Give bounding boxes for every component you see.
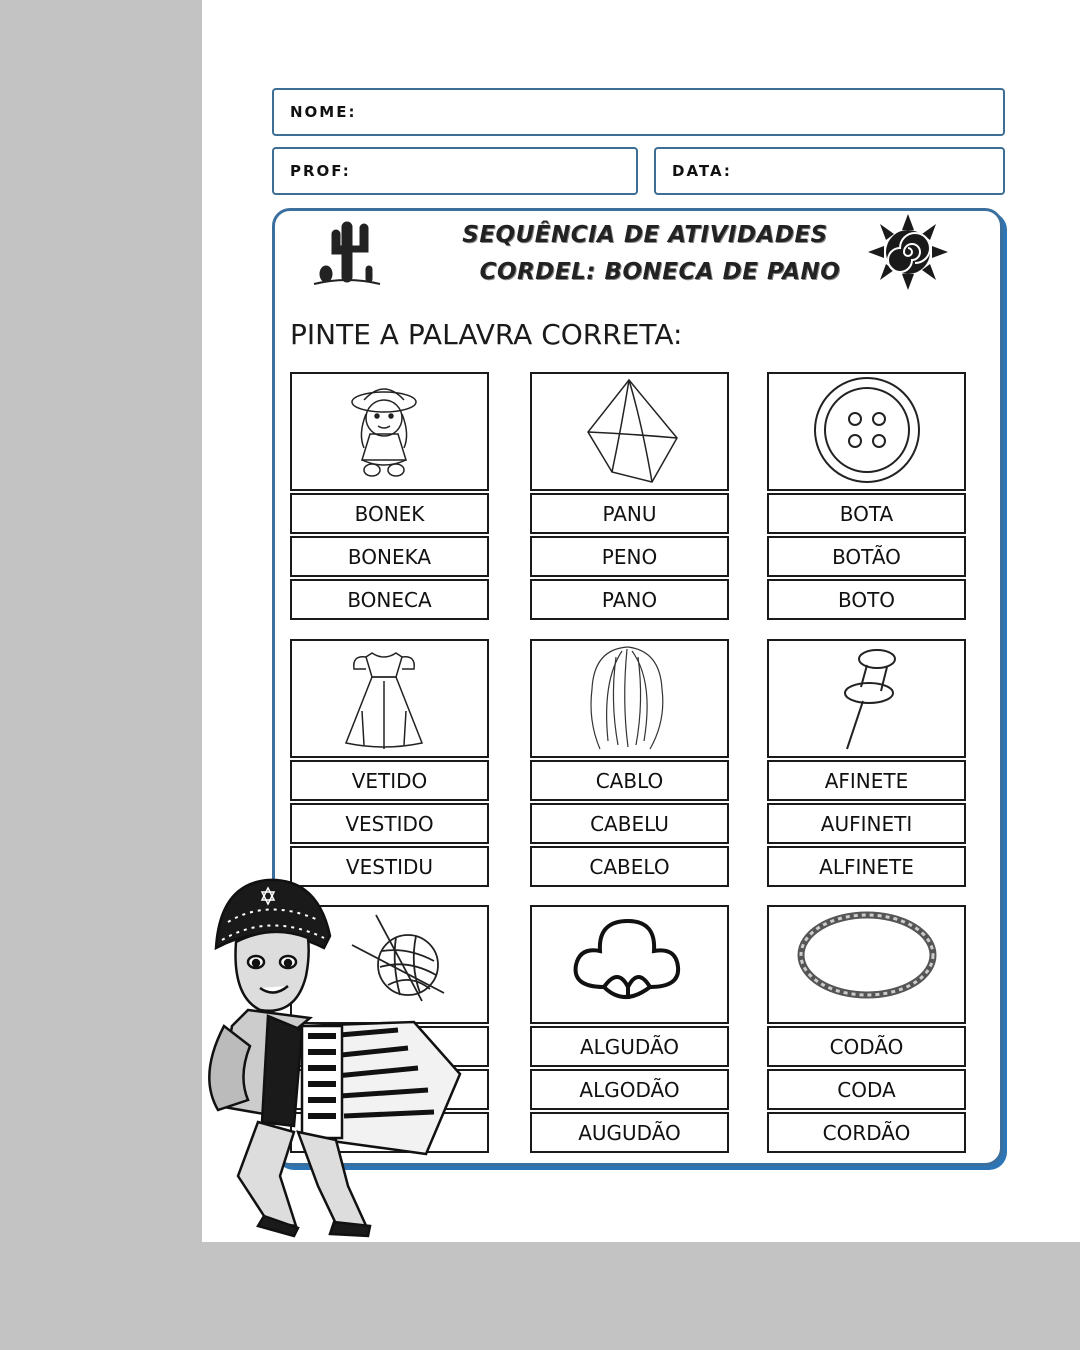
accordion-player-icon xyxy=(198,876,468,1238)
option-afinete[interactable]: AFINETE xyxy=(767,760,966,801)
name-label: NOME: xyxy=(290,103,357,121)
option-cablo[interactable]: CABLO xyxy=(530,760,729,801)
hair-icon xyxy=(532,641,727,756)
option-pano[interactable]: PANO xyxy=(530,579,729,620)
cotton-icon xyxy=(532,907,727,1022)
option-botao[interactable]: BOTÃO xyxy=(767,536,966,577)
option-panu[interactable]: PANU xyxy=(530,493,729,534)
option-boneka[interactable]: BONEKA xyxy=(290,536,489,577)
option-codao[interactable]: CODÃO xyxy=(767,1026,966,1067)
option-cabelu[interactable]: CABELU xyxy=(530,803,729,844)
option-peno[interactable]: PENO xyxy=(530,536,729,577)
name-field[interactable] xyxy=(272,88,1005,136)
dress-icon xyxy=(292,641,487,756)
card-image-cloth xyxy=(530,372,729,491)
option-cordao[interactable]: CORDÃO xyxy=(767,1112,966,1153)
option-boneca[interactable]: BONECA xyxy=(290,579,489,620)
option-coda[interactable]: CODA xyxy=(767,1069,966,1110)
card-image-cotton xyxy=(530,905,729,1024)
sun-icon xyxy=(868,214,948,290)
card-image-dress xyxy=(290,639,489,758)
title-line-2: CORDEL: BONECA DE PANO xyxy=(479,259,841,285)
cloth-icon xyxy=(532,374,727,489)
option-bonek[interactable]: BONEK xyxy=(290,493,489,534)
option-vestidu[interactable]: VESTIDU xyxy=(290,846,489,887)
prof-field[interactable] xyxy=(272,147,638,195)
option-alfinete[interactable]: ALFINETE xyxy=(767,846,966,887)
option-algodao[interactable]: ALGODÃO xyxy=(530,1069,729,1110)
option-cabelo[interactable]: CABELO xyxy=(530,846,729,887)
rope-icon xyxy=(769,907,964,1022)
card-image-rag-doll xyxy=(290,372,489,491)
option-vestido[interactable]: VESTIDO xyxy=(290,803,489,844)
button-icon xyxy=(769,374,964,489)
option-vetido[interactable]: VETIDO xyxy=(290,760,489,801)
prof-label: PROF: xyxy=(290,162,351,180)
card-image-hair xyxy=(530,639,729,758)
date-label: DATA: xyxy=(672,162,732,180)
pin-icon xyxy=(769,641,964,756)
card-image-rope xyxy=(767,905,966,1024)
title-line-1: SEQUÊNCIA DE ATIVIDADES xyxy=(462,222,828,248)
card-image-button xyxy=(767,372,966,491)
option-aufineti[interactable]: AUFINETI xyxy=(767,803,966,844)
date-field[interactable] xyxy=(654,147,1005,195)
cactus-icon xyxy=(312,216,382,290)
option-augudao[interactable]: AUGUDÃO xyxy=(530,1112,729,1153)
rag-doll-icon xyxy=(292,374,487,489)
instruction-text: PINTE A PALAVRA CORRETA: xyxy=(290,318,683,351)
option-bota[interactable]: BOTA xyxy=(767,493,966,534)
card-image-pin xyxy=(767,639,966,758)
option-boto[interactable]: BOTO xyxy=(767,579,966,620)
option-algudao[interactable]: ALGUDÃO xyxy=(530,1026,729,1067)
